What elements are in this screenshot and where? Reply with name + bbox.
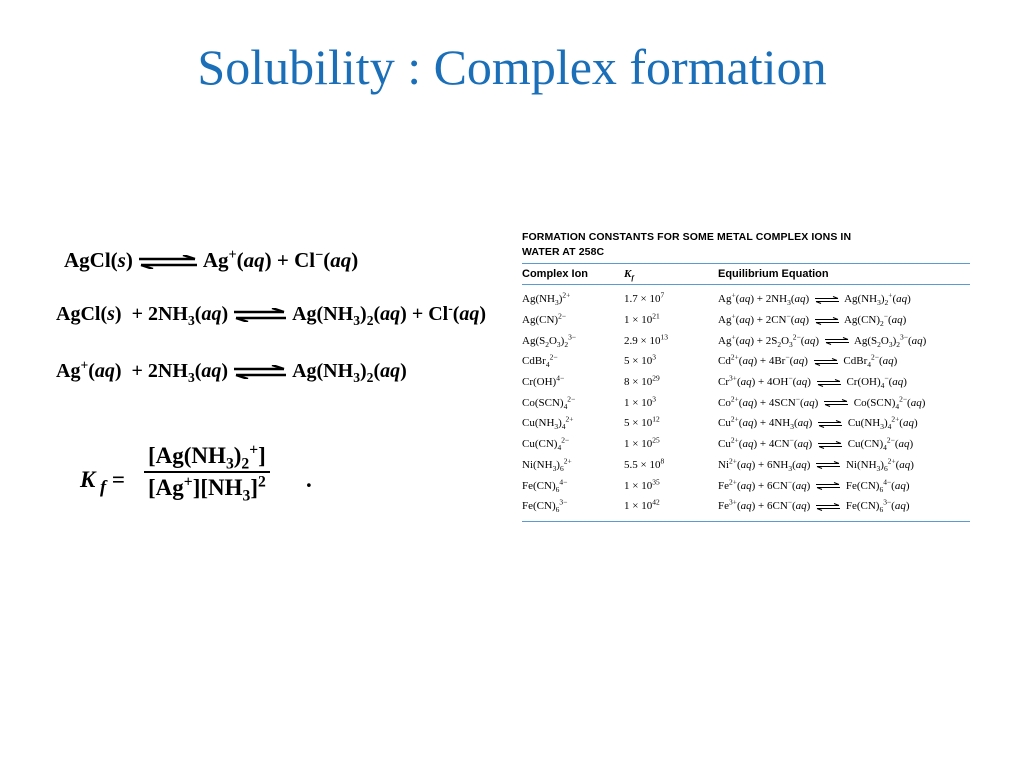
header-complex-ion: Complex Ion	[522, 268, 589, 280]
cell-equation: $Cd^{2+}(aq) + 4Br^-(aq)$ CdBr$_4^{2-}$(aq)	[718, 352, 898, 370]
equilibrium-arrow-icon	[823, 399, 849, 407]
cell-complex-ion: $Ni(NH_3)_6^{2+}$	[522, 456, 572, 474]
cell-equation: $Co^{2+}(aq) + 4SCN^-(aq)$ $Co(SCN)_4^{2-}(aq)$	[718, 394, 926, 411]
equilibrium-arrow-icon	[817, 420, 843, 428]
cell-complex-ion: $Co(SCN)_4^{2-}$	[522, 394, 576, 411]
cell-equation: $Cr^{3+}(aq) + 4OH^-(aq)$ $Cr(OH)_4^-(aq)$	[718, 373, 907, 391]
table-row	[522, 434, 970, 455]
cell-complex-ion: $Fe(CN)_6^{4-}$	[522, 476, 568, 494]
equilibrium-arrow-icon	[817, 441, 843, 449]
cell-complex-ion: $Fe(CN)_6^{3-}$	[522, 497, 568, 515]
equilibrium-arrow-icon	[815, 482, 841, 490]
header-kf: $K_f$	[624, 268, 634, 283]
cell-kf: $2.9 \times 10^{13}$	[624, 332, 668, 347]
table-row	[522, 351, 970, 372]
cell-equation: $Ag^+(aq) + 2S_2O_3^{2-}(aq)$ $Ag(S_2O_3)_2^{3-}(aq)$	[718, 332, 927, 349]
header-equation: Equilibrium Equation	[718, 268, 829, 280]
cell-equation: $Cu^{2+}(aq) + 4CN^-(aq)$ $Cu(CN)_4^{2-}(aq)$	[718, 435, 914, 453]
table-row	[522, 310, 970, 331]
formation-constants-table	[522, 230, 970, 522]
table-row	[522, 330, 970, 351]
equilibrium-arrow-icon	[232, 308, 288, 322]
table-row	[522, 496, 970, 517]
table-row	[522, 475, 970, 496]
equilibrium-arrow-icon	[816, 379, 842, 387]
cell-equation: $Ni^{2+}(aq) + 6NH_3(aq)$ $Ni(NH_3)_6^{2+}(aq)$	[718, 456, 914, 474]
table-row	[522, 289, 970, 310]
table-row	[522, 392, 970, 413]
equilibrium-arrow-icon	[815, 461, 841, 469]
cell-equation: $Fe^{3+}(aq) + 6CN^-(aq)$ $Fe(CN)_6^{3-}(aq)$	[718, 497, 910, 515]
equation-complex-dissolution: AgCl(s) + $2NH_3(aq) Ag(NH_3)_2(aq) + Cl^-(aq)$	[56, 300, 487, 328]
cell-complex-ion: CdBr$_4^{2-}$	[522, 352, 558, 370]
cell-kf: $5 \times 10^3$	[624, 352, 656, 368]
cell-equation: $Ag^+(aq) + 2NH_3(aq)$ $Ag(NH_3)_2^+(aq)$	[718, 290, 911, 308]
equilibrium-arrow-icon	[232, 365, 288, 379]
table-row	[522, 372, 970, 393]
cell-complex-ion: $Cu(CN)_4^{2-}$	[522, 435, 570, 453]
cell-equation: $Cu^{2+}(aq) + 4NH_3(aq)$ $Cu(NH_3)_4^{2+}(aq)$	[718, 414, 918, 432]
cell-complex-ion: Cr(OH)$^{4-}$	[522, 373, 565, 389]
cell-kf: $8 \times 10^{29}$	[624, 373, 660, 389]
table-row	[522, 455, 970, 476]
cell-kf: $1 \times 10^3$	[624, 394, 656, 409]
cell-complex-ion: $Ag(S_2O_3)_2^{3-}$	[522, 332, 577, 349]
page-title: Solubility : Complex formation	[197, 39, 827, 95]
table-header	[522, 263, 970, 285]
equilibrium-arrow-icon	[137, 255, 199, 269]
table-row	[522, 413, 970, 434]
cell-kf: $1.7 \times 10^7$	[624, 290, 665, 306]
cell-complex-ion: $Ag(NH_3)^{2+}$	[522, 290, 571, 308]
kf-denominator: $[Ag^+][NH_3]^2$	[148, 473, 266, 505]
equilibrium-arrow-icon	[815, 503, 841, 511]
equilibrium-arrow-icon	[814, 317, 840, 325]
equilibrium-arrow-icon	[813, 358, 839, 366]
table-body	[522, 285, 970, 522]
cell-kf: $1 \times 10^{35}$	[624, 476, 660, 492]
table-caption: FORMATION CONSTANTS FOR SOME METAL COMPLEX IONS IN WATER AT 258C	[522, 231, 852, 258]
equilibrium-arrow-icon	[824, 337, 850, 345]
equation-dissolution: AgCl(s) Ag+(aq) + Cl−(aq)	[64, 247, 359, 272]
cell-equation: Ag+(aq) + 2CN−(aq) $Ag(CN)_2^-(aq)$	[718, 311, 907, 329]
cell-equation: $Fe^{2+}(aq) + 6CN^-(aq)$ $Fe(CN)_6^{4-}(aq)$	[718, 476, 910, 494]
kf-numerator: $[Ag(NH_3)_2^+]$	[148, 441, 266, 473]
cell-kf: $1 \times 10^{25}$	[624, 435, 660, 451]
equilibrium-arrow-icon	[814, 296, 840, 304]
cell-kf: $5.5 \times 10^8$	[624, 456, 665, 471]
cell-kf: $5 \times 10^{12}$	[624, 414, 660, 430]
cell-complex-ion: Ag(CN)$^{2-}$	[522, 311, 567, 327]
equation-complex-formation: $Ag^+(aq) + 2NH_3(aq)$ $Ag(NH_3)_2(aq)$	[56, 357, 407, 385]
cell-kf: $1 \times 10^{42}$	[624, 497, 660, 513]
cell-complex-ion: $Cu(NH_3)_4^{2+}$	[522, 414, 574, 432]
cell-kf: $1 \times 10^{21}$	[624, 311, 660, 327]
